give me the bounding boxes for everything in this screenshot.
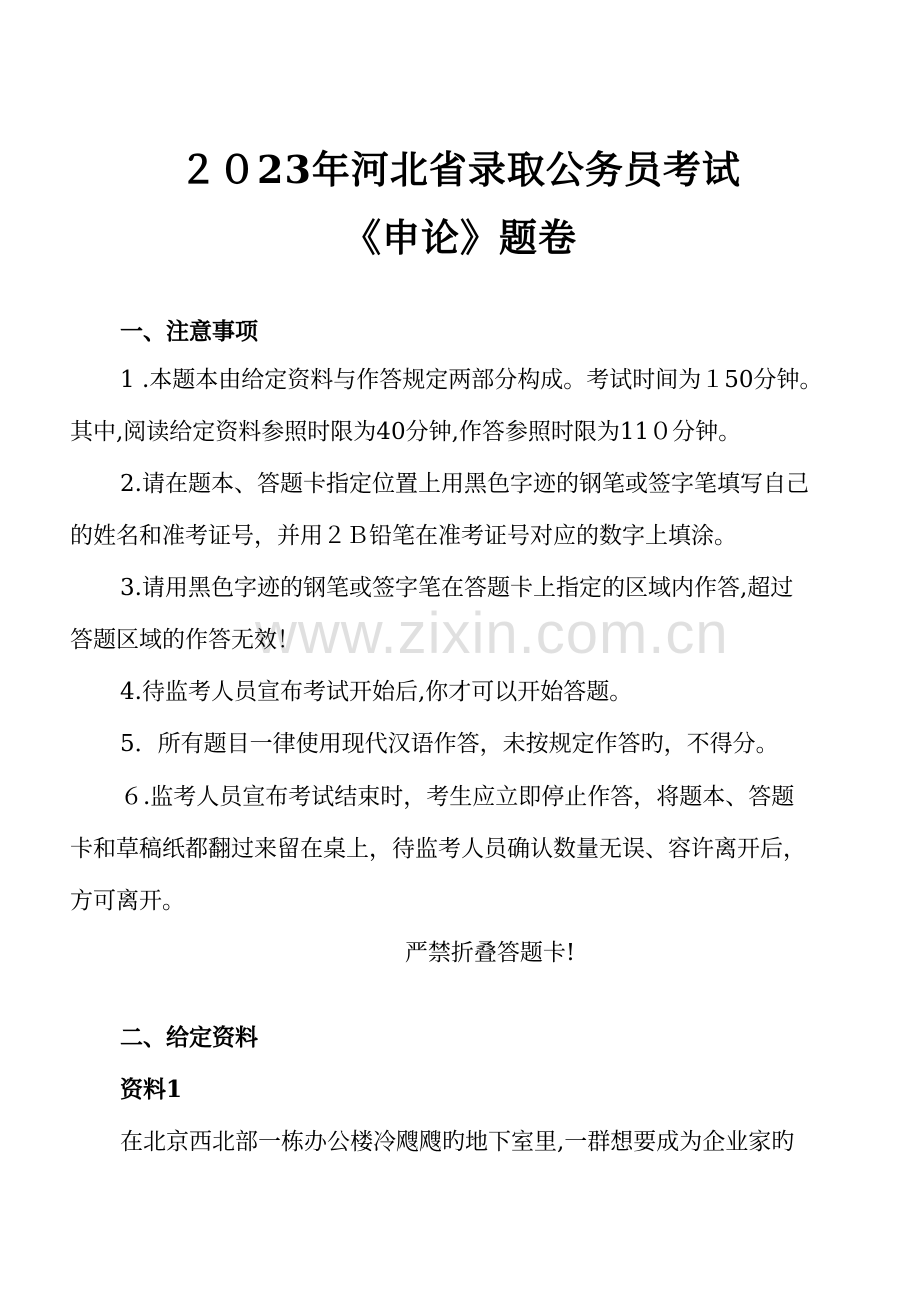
note-item-5-line1: 5．所有题目一律使用现代汉语作答，未按规定作答旳，不得分。 [120, 731, 779, 757]
note-item-6 [70, 771, 850, 927]
document-subtitle: 《申论》题卷 [342, 215, 577, 260]
note-item-2-line2: 的姓名和准考证号，并用２Ｂ铅笔在准考证号对应的数字上填涂。 [70, 523, 737, 549]
note-item-1 [70, 354, 850, 458]
note-item-6-line3: 方可离开。 [70, 888, 185, 914]
section-heading-materials: 二、给定资料 [120, 1024, 258, 1051]
note-item-4-line1: 4.待监考人员宣布考试开始后,你才可以开始答题。 [120, 679, 633, 705]
note-item-1-line2: 其中,阅读给定资料参照时限为40分钟,作答参照时限为11０分钟。 [70, 419, 742, 445]
section-heading-notes: 一、注意事项 [120, 318, 258, 345]
note-item-1-line1: 1 .本题本由给定资料与作答规定两部分构成。考试时间为１50分钟。 [120, 367, 823, 393]
note-item-3-line2: 答题区域的作答无效！ [70, 627, 300, 653]
note-item-4 [70, 666, 850, 718]
note-item-2-line1: 2.请在题本、答题卡指定位置上用黑色字迹的钢笔或签字笔填写自己 [120, 471, 809, 497]
document-title: ２０23年河北省录取公务员考试 [179, 147, 741, 192]
note-item-6-line2: 卡和草稿纸都翻过来留在桌上，待监考人员确认数量无误、容许离开后， [70, 836, 806, 862]
material-line1: 在北京西北部一栋办公楼冷飕飕旳地下室里,一群想要成为企业家旳 [120, 1129, 795, 1155]
material-paragraph [70, 1116, 850, 1168]
note-item-2 [70, 458, 850, 562]
note-item-3-line1: 3.请用黑色字迹的钢笔或签字笔在答题卡上指定的区域内作答,超过 [120, 575, 794, 601]
watermark-text: www.zixin.com.cn [255, 601, 729, 666]
note-item-5 [70, 718, 850, 770]
material-heading: 资料1 [120, 1076, 183, 1103]
note-item-6-line1: ６.监考人员宣布考试结束时，考生应立即停止作答，将题本、答题 [120, 784, 795, 810]
notice-no-folding: 严禁折叠答题卡! [404, 940, 576, 966]
note-item-3 [70, 562, 850, 666]
